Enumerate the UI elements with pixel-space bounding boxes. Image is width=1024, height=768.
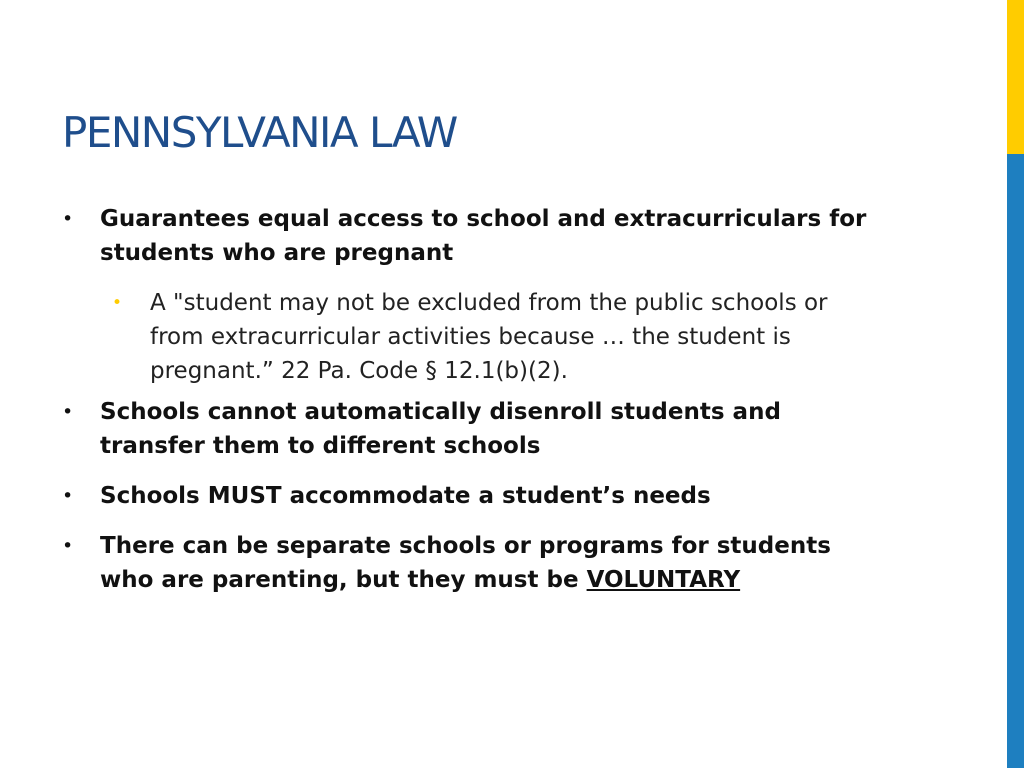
- bullet-text-prefix: There can be separate schools or programs for students who are parenting, but they must be: [100, 533, 831, 593]
- sub-bullet-text: A "student may not be excluded from the public schools or from extracurricular activities because … the student is pregnant.” 22 Pa. Code § 12.1(b)(2).: [150, 290, 828, 384]
- bullet-text: [100, 529, 892, 597]
- bullet-item-separate-programs: [62, 529, 892, 597]
- slide-title: PENNSYLVANIA LAW: [62, 108, 457, 157]
- voluntary-emphasis: VOLUNTARY: [586, 567, 741, 593]
- bullet-item-equal-access: [62, 202, 892, 270]
- bullet-item-no-disenroll: [62, 395, 892, 463]
- bullet-dot-icon: •: [62, 208, 74, 230]
- sub-bullet-dot-icon: •: [112, 293, 123, 313]
- sub-bullet-item-code-quote: [112, 286, 872, 388]
- bullet-text: Schools MUST accommodate a student’s needs: [100, 483, 711, 509]
- bullet-dot-icon: •: [62, 485, 74, 507]
- accent-bar-yellow: [1007, 0, 1024, 154]
- bullet-dot-icon: •: [62, 535, 74, 557]
- bullet-text: Guarantees equal access to school and extracurriculars for students who are pregnant: [100, 206, 867, 266]
- bullet-item-accommodate: [62, 479, 892, 513]
- accent-bar-blue: [1007, 154, 1024, 768]
- bullet-dot-icon: •: [62, 401, 74, 423]
- bullet-text: Schools cannot automatically disenroll students and transfer them to different schools: [100, 399, 781, 459]
